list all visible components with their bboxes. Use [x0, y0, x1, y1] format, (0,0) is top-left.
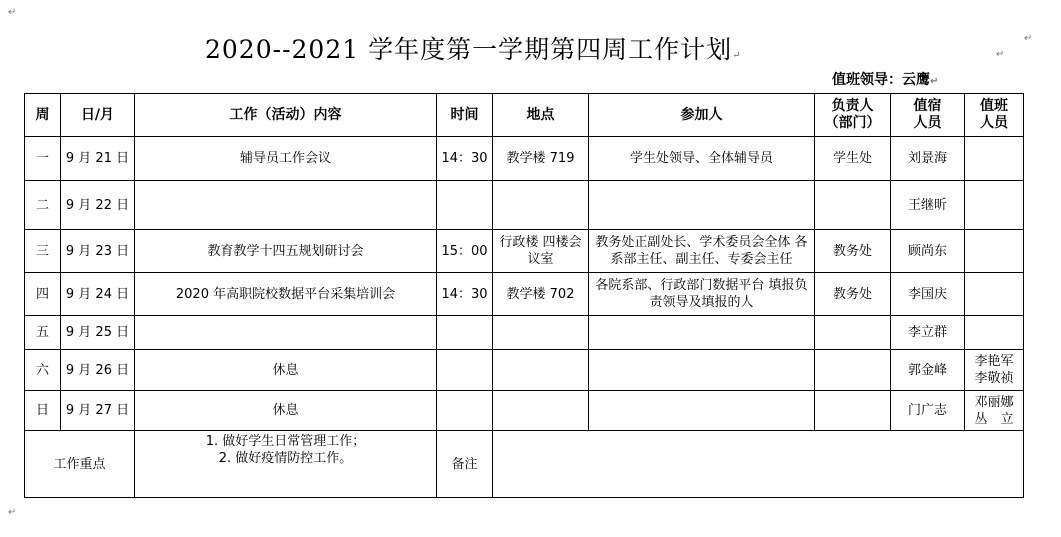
cell-place: 教学楼 719: [493, 137, 589, 181]
cell-day: 日: [25, 391, 61, 431]
cell-dorm-staff: 门广志: [891, 391, 965, 431]
cell-time: [437, 316, 493, 350]
focus-label: 工作重点: [25, 431, 135, 498]
cell-time: 14：30: [437, 137, 493, 181]
cell-duty-staff: [965, 273, 1024, 316]
paragraph-mark-icon: ↵: [996, 49, 1005, 60]
table-row: [25, 273, 1024, 316]
cell-day: 五: [25, 316, 61, 350]
cell-participants: [589, 350, 815, 391]
cell-content: [135, 316, 437, 350]
cell-dorm-staff: 李立群: [891, 316, 965, 350]
header-responsible: 负责人 （部门）: [815, 94, 891, 137]
table-header-row: [25, 94, 1024, 137]
table-row: [25, 350, 1024, 391]
table-row: [25, 137, 1024, 181]
remarks-label: 备注: [437, 431, 493, 498]
cell-place: [493, 350, 589, 391]
cell-date: 9 月 23 日: [61, 230, 135, 273]
cell-date: 9 月 27 日: [61, 391, 135, 431]
duty-leader: 值班领导：云鹰↵: [832, 72, 939, 88]
header-duty-staff: 值班 人员: [965, 94, 1024, 137]
paragraph-mark-icon: ↵: [8, 507, 17, 518]
cell-place: 行政楼 四楼会议室: [493, 230, 589, 273]
header-week: 周: [25, 94, 61, 137]
cell-content: 教育教学十四五规划研讨会: [135, 230, 437, 273]
cell-duty-staff: 邓丽娜 丛 立: [965, 391, 1024, 431]
cell-date: 9 月 21 日: [61, 137, 135, 181]
cell-place: 教学楼 702: [493, 273, 589, 316]
cell-content: 休息: [135, 350, 437, 391]
cell-place: [493, 316, 589, 350]
footer-row: [25, 431, 1024, 498]
cell-participants: [589, 181, 815, 230]
cell-dorm-staff: 王继昕: [891, 181, 965, 230]
table-row: [25, 391, 1024, 431]
cell-responsible: 教务处: [815, 273, 891, 316]
cell-time: [437, 391, 493, 431]
header-content: 工作（活动）内容: [135, 94, 437, 137]
cell-responsible: [815, 181, 891, 230]
cell-duty-staff: [965, 137, 1024, 181]
cell-day: 一: [25, 137, 61, 181]
cell-duty-staff: 李艳军 李敬祯: [965, 350, 1024, 391]
cell-participants: [589, 391, 815, 431]
header-date: 日/月: [61, 94, 135, 137]
table-row: [25, 316, 1024, 350]
table-row: [25, 181, 1024, 230]
paragraph-mark-icon: ↵: [930, 76, 939, 87]
paragraph-mark-icon: ↵: [732, 50, 742, 61]
remarks-value: [493, 431, 1024, 498]
paragraph-mark-icon: ↵: [8, 7, 17, 18]
focus-item: 2. 做好疫情防控工作。: [218, 451, 353, 466]
focus-item: 1. 做好学生日常管理工作；: [205, 434, 366, 449]
cell-duty-staff: [965, 316, 1024, 350]
cell-content: 辅导员工作会议: [135, 137, 437, 181]
cell-date: 9 月 22 日: [61, 181, 135, 230]
cell-participants: 学生处领导、全体辅导员: [589, 137, 815, 181]
header-participants: 参加人: [589, 94, 815, 137]
cell-content: [135, 181, 437, 230]
cell-date: 9 月 26 日: [61, 350, 135, 391]
cell-time: 14：30: [437, 273, 493, 316]
paragraph-mark-icon: ↵: [1024, 33, 1033, 44]
cell-duty-staff: [965, 230, 1024, 273]
cell-dorm-staff: 郭金峰: [891, 350, 965, 391]
cell-dorm-staff: 刘景海: [891, 137, 965, 181]
focus-list: [135, 431, 437, 498]
cell-responsible: 学生处: [815, 137, 891, 181]
work-plan-table: [24, 93, 1024, 498]
header-time: 时间: [437, 94, 493, 137]
cell-participants: 教务处正副处长、学术委员会全体 各系部主任、副主任、专委会主任: [589, 230, 815, 273]
cell-day: 二: [25, 181, 61, 230]
cell-participants: [589, 316, 815, 350]
cell-responsible: [815, 316, 891, 350]
cell-content: 休息: [135, 391, 437, 431]
cell-place: [493, 181, 589, 230]
header-place: 地点: [493, 94, 589, 137]
cell-place: [493, 391, 589, 431]
cell-responsible: [815, 350, 891, 391]
page-title: 2020--2021 学年度第一学期第四周工作计划↵: [205, 35, 742, 64]
cell-duty-staff: [965, 181, 1024, 230]
cell-date: 9 月 24 日: [61, 273, 135, 316]
cell-dorm-staff: 李国庆: [891, 273, 965, 316]
cell-day: 六: [25, 350, 61, 391]
cell-dorm-staff: 顾尚东: [891, 230, 965, 273]
header-dorm-staff: 值宿 人员: [891, 94, 965, 137]
cell-participants: 各院系部、行政部门数据平台 填报负责领导及填报的人: [589, 273, 815, 316]
cell-time: [437, 181, 493, 230]
cell-responsible: [815, 391, 891, 431]
cell-responsible: 教务处: [815, 230, 891, 273]
cell-day: 四: [25, 273, 61, 316]
table-row: [25, 230, 1024, 273]
cell-time: [437, 350, 493, 391]
cell-date: 9 月 25 日: [61, 316, 135, 350]
cell-day: 三: [25, 230, 61, 273]
cell-content: 2020 年高职院校数据平台采集培训会: [135, 273, 437, 316]
cell-time: 15：00: [437, 230, 493, 273]
